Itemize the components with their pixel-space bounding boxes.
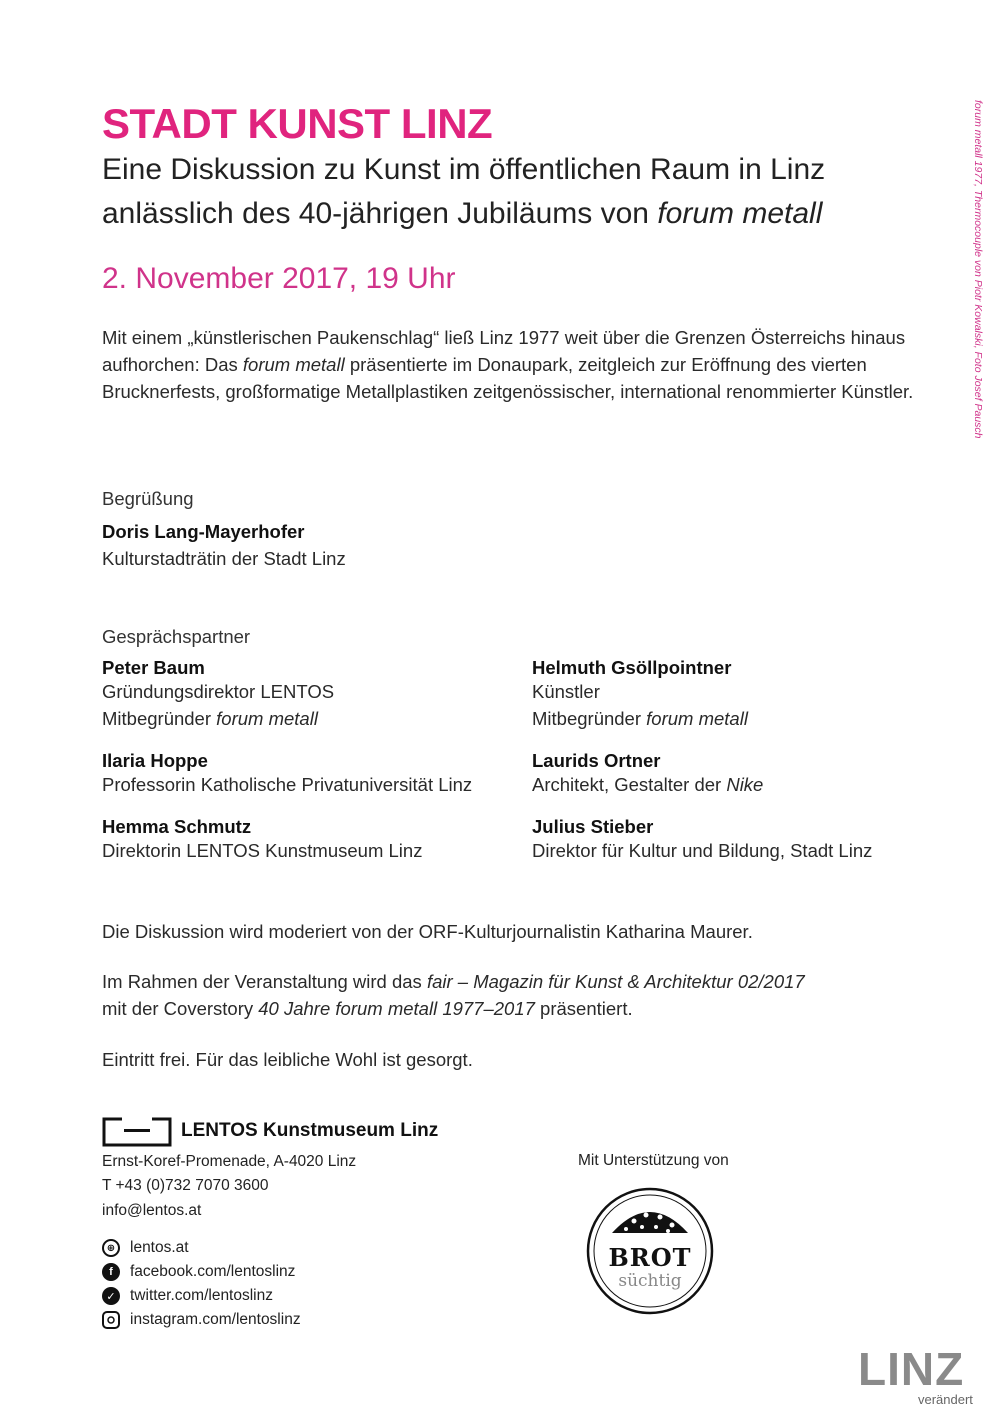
- facebook-link[interactable]: [102, 1260, 301, 1284]
- magazine-paragraph: [102, 968, 805, 1022]
- social-links: [102, 1236, 301, 1332]
- panelist-name: Ilaria Hoppe: [102, 750, 208, 771]
- panelist-role-2: [102, 706, 334, 733]
- museum-email[interactable]: info@lentos.at: [102, 1202, 202, 1219]
- subtitle-line-2-italic: forum metall: [657, 197, 823, 230]
- twitter-icon: ✓: [102, 1287, 120, 1305]
- panelist-name: Laurids Ortner: [532, 750, 661, 771]
- linz-tagline: verändert: [918, 1392, 973, 1407]
- role-italic: forum metall: [216, 707, 318, 729]
- facebook-icon: f: [102, 1263, 120, 1281]
- subtitle-line-2: [102, 192, 825, 236]
- role-italic: Nike: [726, 774, 764, 795]
- linz-logo: LINZ: [858, 1343, 965, 1395]
- globe-icon: ⊕: [102, 1239, 120, 1257]
- magazine-line-1: [102, 968, 805, 995]
- panelist-role: [532, 772, 763, 799]
- link-label: lentos.at: [130, 1239, 189, 1256]
- panelist-role: Professorin Katholische Privatuniversität Linz: [102, 774, 473, 795]
- intro-text-2: präsentierte im Donaupark, zeitgleich zur Eröffnung des vierten Brucknerfests, großformatige Metallplastiken zeitgenössischer, international renommierter Künstler.: [102, 354, 914, 402]
- panelist-ilaria-hoppe: [102, 750, 472, 799]
- sponsor-word-1: BROT: [608, 1243, 692, 1272]
- page-subtitle: [102, 148, 825, 236]
- magazine-line-2: [102, 995, 805, 1022]
- welcome-name: Doris Lang-Mayerhofer: [102, 521, 305, 542]
- panelist-role: Direktor für Kultur und Bildung, Stadt Linz: [532, 840, 873, 861]
- panelist-role-2: [532, 706, 748, 733]
- intro-paragraph: [102, 324, 922, 405]
- welcome-role: Kulturstadträtin der Stadt Linz: [102, 548, 346, 569]
- museum-phone: T +43 (0)732 7070 3600: [102, 1177, 269, 1194]
- subtitle-line-1: Eine Diskussion zu Kunst im öffentlichen Raum in Linz: [102, 153, 826, 186]
- link-label: twitter.com/lentoslinz: [130, 1287, 273, 1304]
- role-text: Architekt, Gestalter der: [532, 774, 727, 795]
- intro-text-1: Mit einem „künstlerischen Paukenschlag“ ließ Linz 1977 weit über die Grenzen Österreichs hinaus aufhorchen: Das: [102, 327, 906, 375]
- panelist-hemma-schmutz: [102, 816, 422, 865]
- museum-name: LENTOS Kunstmuseum Linz: [181, 1120, 439, 1141]
- subtitle-line-2-text: anlässlich des 40-jährigen Jubiläums von: [102, 197, 658, 230]
- panelist-name: Julius Stieber: [532, 816, 654, 837]
- panelist-laurids-ortner: [532, 750, 763, 799]
- panelist-name: Hemma Schmutz: [102, 816, 252, 837]
- magazine-text-3: präsentiert.: [534, 998, 633, 1019]
- panel-label: Gesprächspartner: [102, 626, 251, 647]
- photo-credit: [962, 100, 992, 480]
- lentos-logo-icon: [102, 1117, 172, 1147]
- panelist-name: Helmuth Gsöllpointner: [532, 657, 732, 678]
- welcome-label: Begrüßung: [102, 488, 194, 509]
- twitter-link[interactable]: [102, 1284, 301, 1308]
- intro-italic: forum metall: [242, 354, 345, 375]
- panelist-julius-stieber: [532, 816, 872, 865]
- link-label: facebook.com/lentoslinz: [130, 1263, 296, 1280]
- museum-address: Ernst-Koref-Promenade, A-4020 Linz: [102, 1153, 357, 1170]
- page-title: STADT KUNST LINZ: [102, 100, 493, 147]
- moderation-text: Die Diskussion wird moderiert von der ORF-Kulturjournalistin Katharina Maurer.: [102, 921, 753, 942]
- coverstory-title: 40 Jahre forum metall 1977–2017: [258, 998, 535, 1019]
- magazine-title: fair – Magazin für Kunst & Architektur 02/2017: [426, 971, 805, 992]
- panelist-role: Gründungsdirektor LENTOS: [102, 681, 335, 702]
- support-label: Mit Unterstützung von: [578, 1152, 729, 1169]
- panelist-peter-baum: [102, 657, 334, 732]
- role-text: Mitbegründer: [532, 707, 647, 729]
- magazine-text-2: mit der Coverstory: [102, 998, 259, 1019]
- panelist-role: Künstler: [532, 681, 600, 702]
- entry-text: Eintritt frei. Für das leibliche Wohl ist gesorgt.: [102, 1049, 473, 1070]
- instagram-icon: [102, 1311, 120, 1329]
- sponsor-word-2: süchtig: [618, 1271, 682, 1291]
- event-date: 2. November 2017, 19 Uhr: [102, 262, 456, 295]
- role-text: Mitbegründer: [102, 707, 217, 729]
- link-label: instagram.com/lentoslinz: [130, 1311, 301, 1328]
- website-link[interactable]: [102, 1236, 301, 1260]
- instagram-link[interactable]: [102, 1308, 301, 1332]
- panelist-role: Direktorin LENTOS Kunstmuseum Linz: [102, 840, 423, 861]
- panelist-helmuth-gsoellpointner: [532, 657, 748, 732]
- magazine-text: Im Rahmen der Veranstaltung wird das: [102, 971, 427, 992]
- role-italic: forum metall: [646, 707, 748, 729]
- panelist-name: Peter Baum: [102, 657, 205, 678]
- photo-credit-text: forum metall 1977, Thermocouple von Piotr Kowalski, Foto Josef Pausch: [972, 100, 984, 439]
